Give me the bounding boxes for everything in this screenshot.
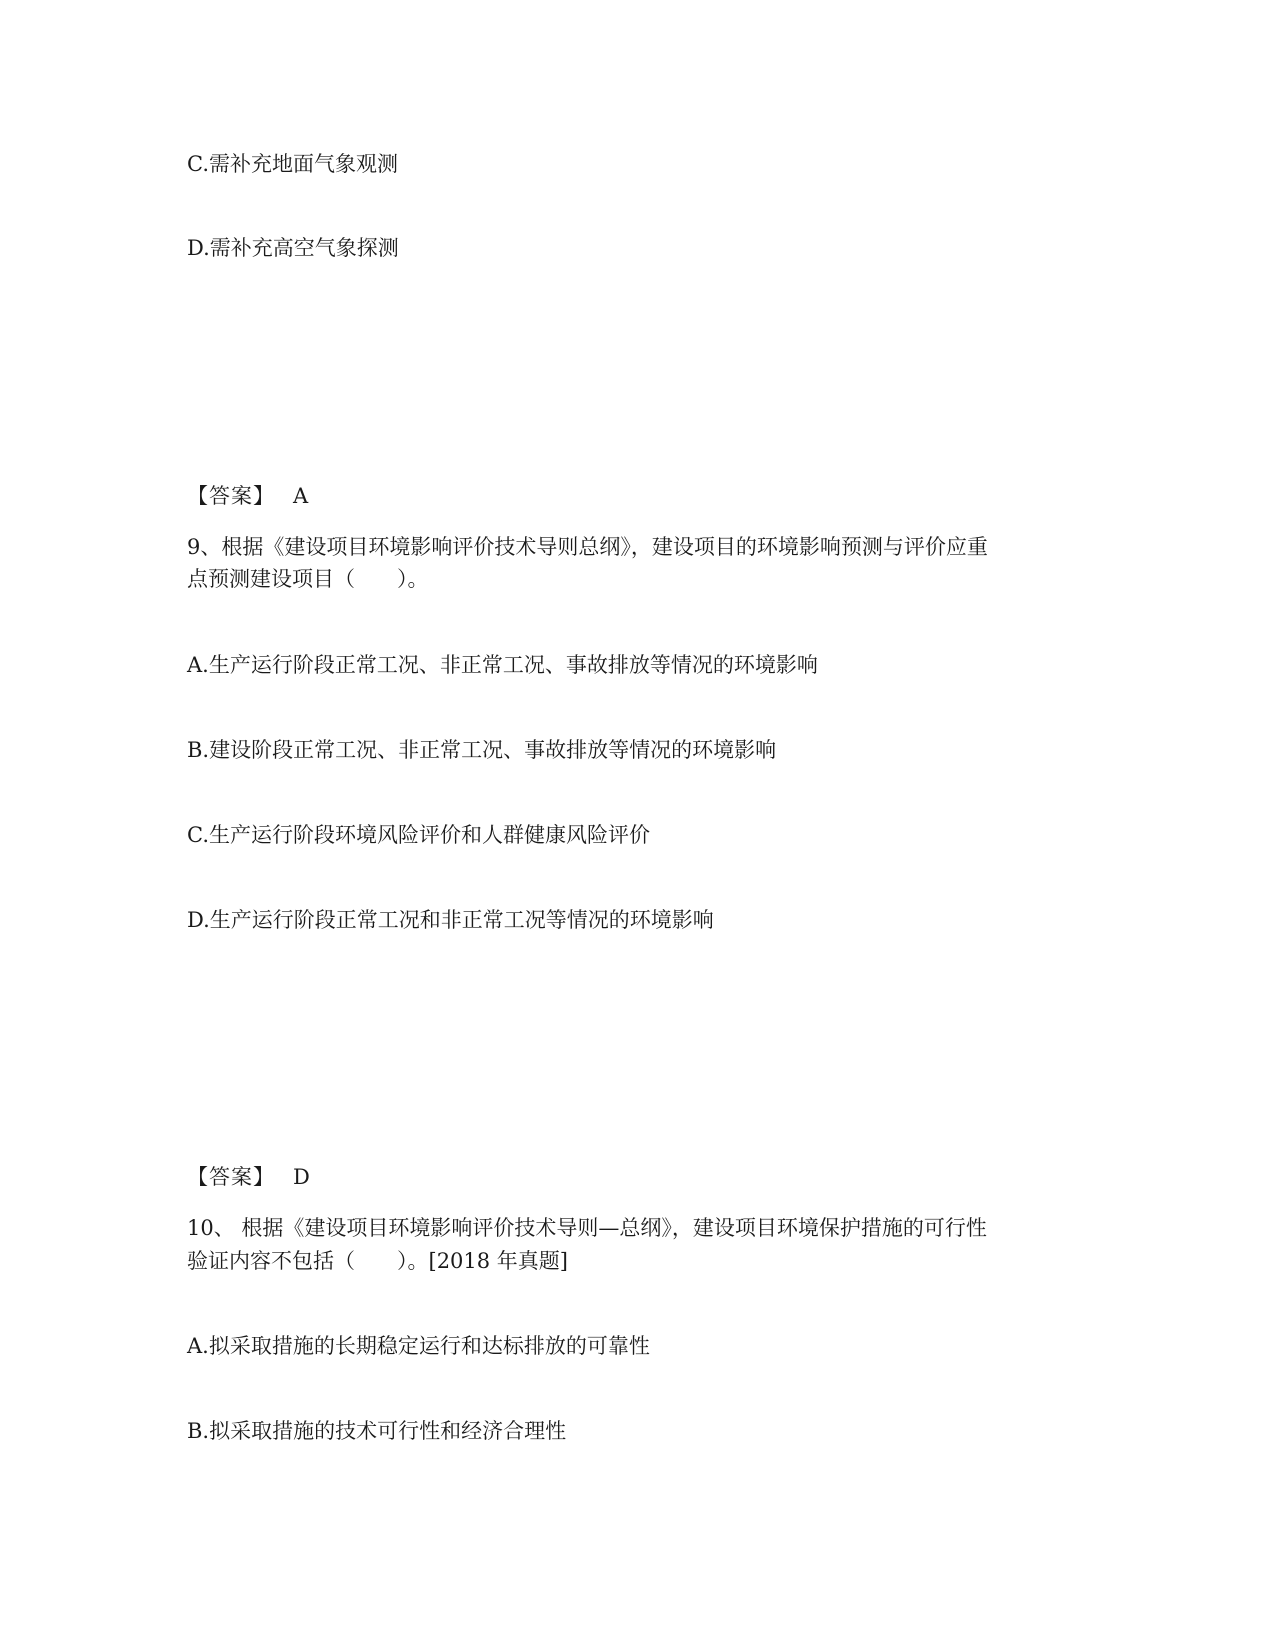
q10-question-line-1: 10、 根据《建设项目环境影响评价技术导则—总纲》，建设项目环境保护措施的可行性 — [187, 1216, 987, 1240]
q9-option-a: A.生产运行阶段正常工况、非正常工况、事故排放等情况的环境影响 — [187, 653, 818, 677]
q9-answer — [187, 1160, 311, 1194]
q10-option-a: A.拟采取措施的长期稳定运行和达标排放的可靠性 — [187, 1334, 650, 1358]
answer-label: 【答案】 — [187, 1165, 275, 1189]
q10-option-b: B.拟采取措施的技术可行性和经济合理性 — [187, 1419, 567, 1443]
q8-answer — [187, 479, 309, 513]
q8-option-c: C.需补充地面气象观测 — [187, 152, 398, 176]
q9-question-line-2: 点预测建设项目（ ）。 — [187, 567, 429, 591]
answer-value: A — [293, 484, 310, 508]
q10-question-line-2: 验证内容不包括（ ）。[2018 年真题] — [187, 1249, 569, 1273]
q9-option-d: D.生产运行阶段正常工况和非正常工况等情况的环境影响 — [187, 908, 714, 932]
q9-option-c: C.生产运行阶段环境风险评价和人群健康风险评价 — [187, 823, 650, 847]
q9-question-line-1: 9、根据《建设项目环境影响评价技术导则总纲》，建设项目的环境影响预测与评价应重 — [187, 535, 988, 559]
answer-label: 【答案】 — [187, 484, 275, 508]
q9-option-b: B.建设阶段正常工况、非正常工况、事故排放等情况的环境影响 — [187, 738, 777, 762]
q8-option-d: D.需补充高空气象探测 — [187, 236, 399, 260]
answer-value: D — [293, 1165, 311, 1189]
